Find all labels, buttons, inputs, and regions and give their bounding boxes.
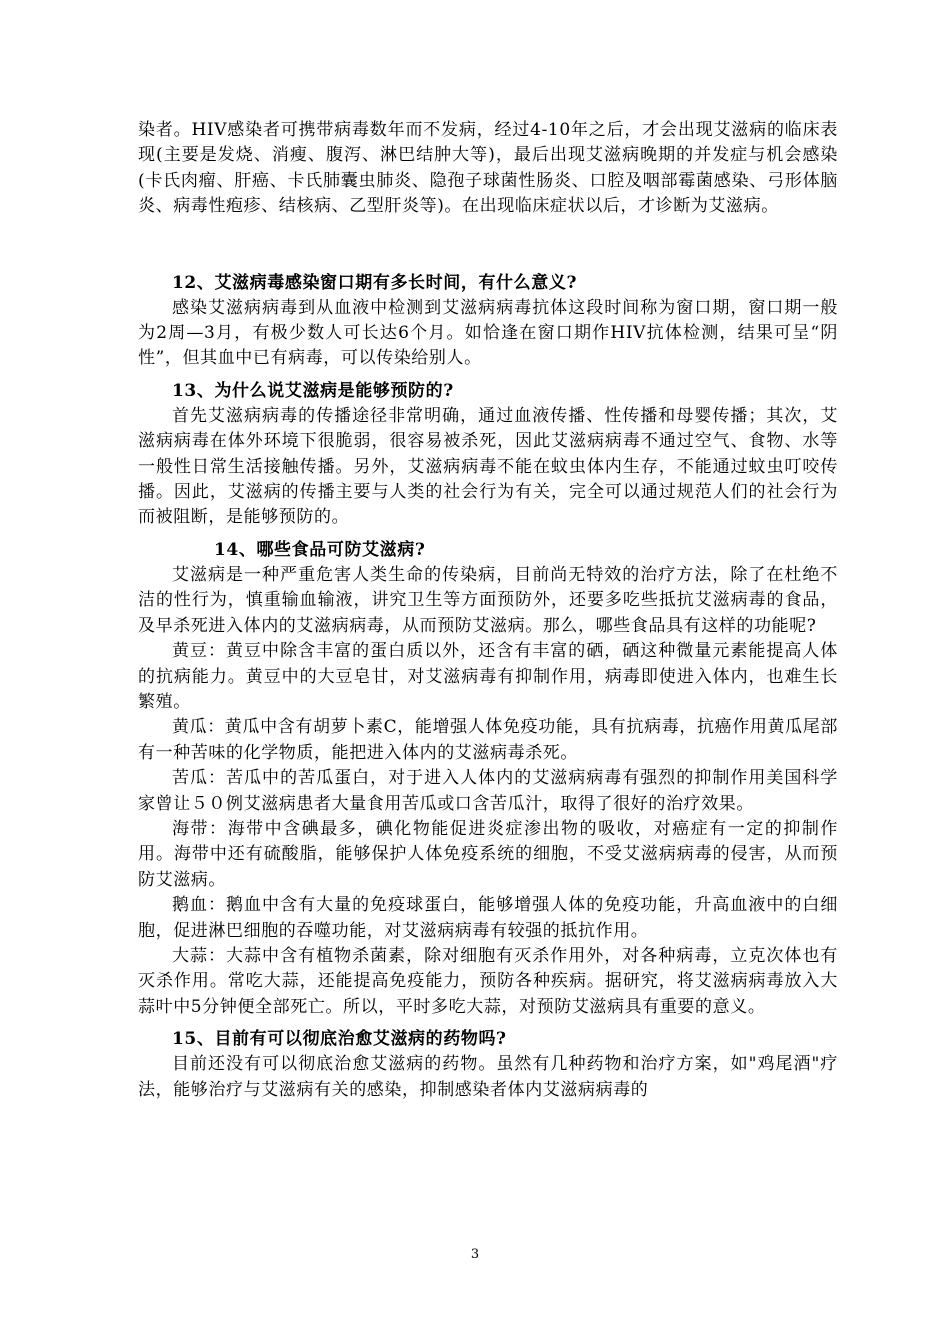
question-12-heading: 12、艾滋病毒感染窗口期有多长时间，有什么意义? xyxy=(172,272,578,293)
food-garlic-paragraph: 大蒜：大蒜中含有植物杀菌素，除对细胞有灭杀作用外，对各种病毒，立克次体也有灭杀作用。常吃大蒜，还能提高免疫能力，预防各种疾病。据研究，将艾滋病病毒放入大蒜叶中5分钟便全部死亡。所以，平时多吃大蒜，对预防艾滋病具有重要的意义。 xyxy=(138,945,838,1017)
question-14-heading: 14、哪些食品可防艾滋病? xyxy=(214,539,426,560)
question-13-heading: 13、为什么说艾滋病是能够预防的? xyxy=(172,380,454,401)
food-cucumber-paragraph: 黄瓜：黄瓜中含有胡萝卜素C，能增强人体免疫功能，具有抗病毒，抗癌作用黄瓜尾部有一种苦味的化学物质，能把进入体内的艾滋病毒杀死。 xyxy=(138,717,838,763)
question-12-body: 感染艾滋病病毒到从血液中检测到艾滋病病毒抗体这段时间称为窗口期，窗口期一般为2周—3月，有极少数人可长达6个月。如恰逢在窗口期作HIV抗体检测，结果可呈“阴性”，但其血中已有病毒，可以传染给别人。 xyxy=(138,297,838,369)
food-kelp-paragraph: 海带：海带中含碘最多，碘化物能促进炎症渗出物的吸收，对癌症有一定的抑制作用。海带中还有硫酸脂，能够保护人体免疫系统的细胞，不受艾滋病病毒的侵害，从而预防艾滋病。 xyxy=(138,818,838,890)
page-number: 3 xyxy=(470,1247,480,1262)
question-14-intro: 艾滋病是一种严重危害人类生命的传染病，目前尚无特效的治疗方法，除了在杜绝不洁的性行为，慎重输血输液，讲究卫生等方面预防外，还要多吃些抵抗艾滋病毒的食品，及早杀死进入体内的艾滋病病毒，从而预防艾滋病。那么，哪些食品具有这样的功能呢? xyxy=(138,564,838,636)
question-13-body: 首先艾滋病病毒的传播途径非常明确，通过血液传播、性传播和母婴传播；其次，艾滋病病毒在体外环境下很脆弱，很容易被杀死，因此艾滋病病毒不通过空气、食物、水等一般性日常生活接触传播。另外，艾滋病病毒不能在蚊虫体内生存，不能通过蚊虫叮咬传播。因此，艾滋病的传播主要与人类的社会行为有关，完全可以通过规范人们的社会行为而被阻断，是能够预防的。 xyxy=(138,405,838,528)
page-content xyxy=(138,118,838,1103)
food-goose-blood-paragraph: 鹅血：鹅血中含有大量的免疫球蛋白，能够增强人体的免疫功能，升高血液中的白细胞，促进淋巴细胞的吞噬功能，对艾滋病病毒有较强的抵抗作用。 xyxy=(138,895,838,941)
food-bitter-melon-paragraph: 苦瓜：苦瓜中的苦瓜蛋白，对于进入人体内的艾滋病病毒有强烈的抑制作用美国科学家曾让５０例艾滋病患者大量食用苦瓜或口含苦瓜汁，取得了很好的治疗效果。 xyxy=(138,768,838,814)
question-15-heading: 15、目前有可以彻底治愈艾滋病的药物吗? xyxy=(172,1029,507,1050)
question-15-body: 目前还没有可以彻底治愈艾滋病的药物。虽然有几种药物和治疗方案，如"鸡尾酒"疗法，能够治疗与艾滋病有关的感染，抑制感染者体内艾滋病病毒的 xyxy=(138,1054,838,1100)
food-soybean-paragraph: 黄豆：黄豆中除含丰富的蛋白质以外，还含有丰富的硒，硒这种微量元素能提高人体的抗病能力。黄豆中的大豆皂甘，对艾滋病毒有抑制作用，病毒即使进入体内，也难生长繁殖。 xyxy=(138,641,838,712)
intro-paragraph: 染者。HIV感染者可携带病毒数年而不发病，经过4-10年之后，才会出现艾滋病的临床表现(主要是发烧、消瘦、腹泻、淋巴结肿大等)，最后出现艾滋病晚期的并发症与机会感染(卡氏肉瘤、肝癌、卡氏肺囊虫肺炎、隐孢子球菌性肠炎、口腔及咽部霉菌感染、弓形体脑炎、病毒性疱疹、结核病、乙型肝炎等)。在出现临床症状以后，才诊断为艾滋病。 xyxy=(138,120,838,217)
